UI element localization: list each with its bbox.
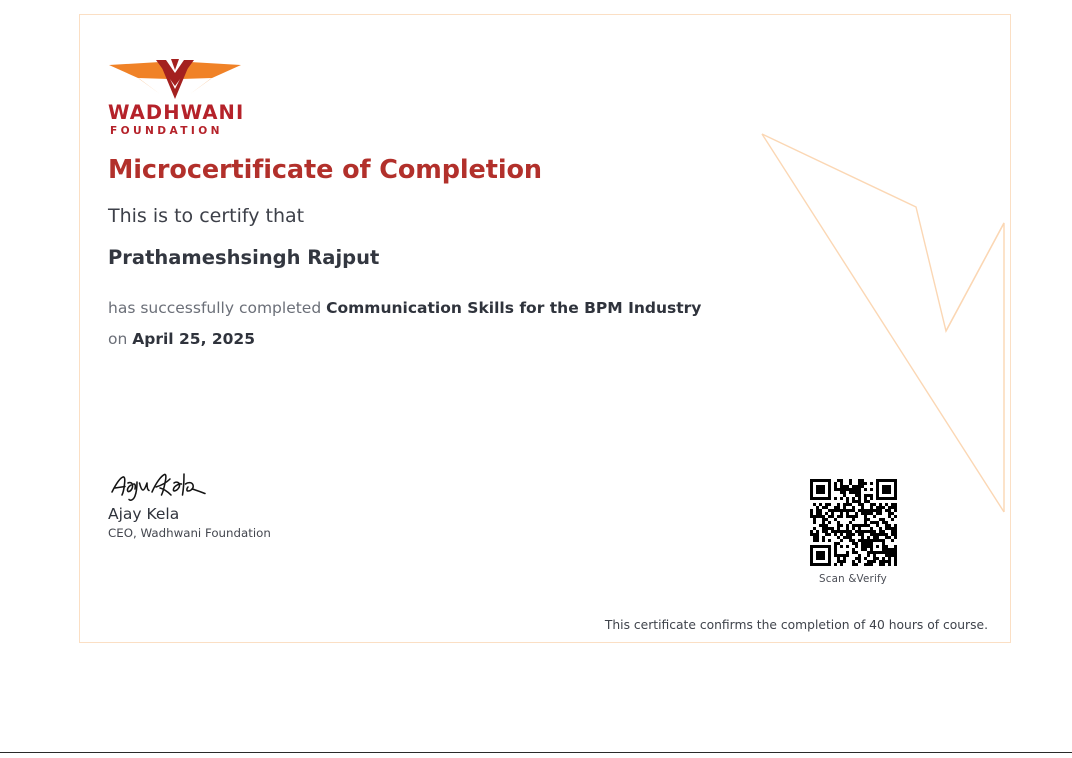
certify-line: This is to certify that: [108, 205, 305, 227]
wadhwani-w-bird-logo-icon: [108, 55, 242, 101]
recipient-name: Prathameshsingh Rajput: [108, 246, 380, 269]
date-line: [108, 330, 255, 348]
brand-logo: [108, 55, 248, 140]
certificate-card: [79, 14, 1011, 643]
brand-subwordmark: FOUNDATION: [110, 124, 223, 137]
course-name: Communication Skills for the BPM Industry: [326, 299, 702, 317]
signature-block: [108, 470, 438, 541]
signatory-title: CEO, Wadhwani Foundation: [108, 526, 271, 541]
signatory-name: Ajay Kela: [108, 505, 180, 523]
date-prefix: on: [108, 330, 128, 348]
certificate-footer-note: This certificate confirms the completion of 40 hours of course.: [604, 618, 988, 632]
signature-script-icon: [108, 470, 218, 503]
completion-date: April 25, 2025: [132, 330, 256, 348]
certificate-title: Microcertificate of Completion: [108, 155, 542, 185]
qr-verification-block: [805, 479, 901, 585]
completion-prefix: has successfully completed: [108, 299, 322, 317]
page-bottom-divider: [0, 752, 1072, 753]
completion-line: [108, 299, 701, 317]
qr-code-icon[interactable]: [810, 479, 897, 566]
qr-caption: Scan &Verify: [819, 573, 887, 585]
brand-wordmark: WADHWANI: [108, 101, 245, 124]
